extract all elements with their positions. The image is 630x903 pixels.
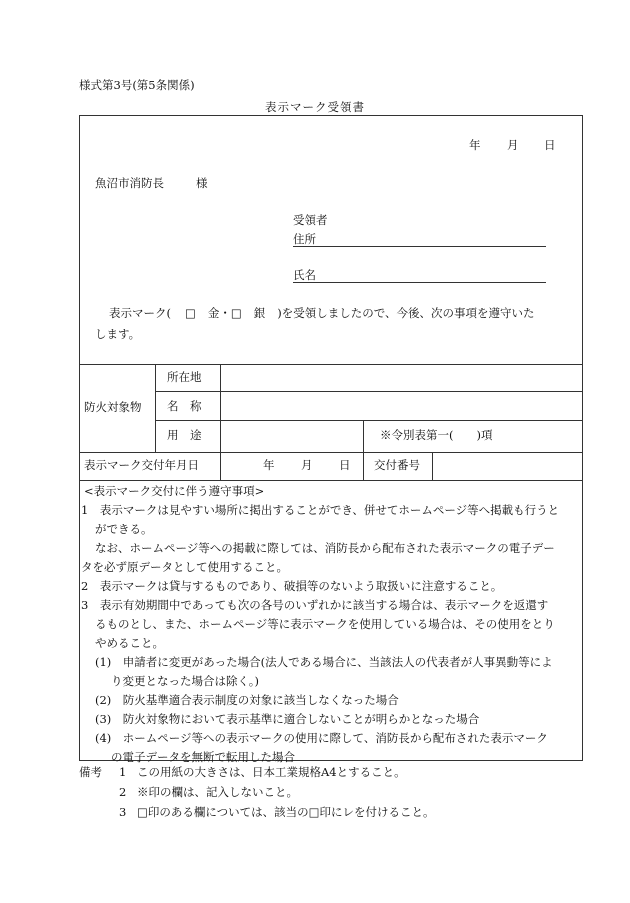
note-item <box>119 806 435 820</box>
compliance-line: (2) 防火基準適合表示制度の対象に該当しなくなった場合 <box>95 693 399 707</box>
compliance-line: 2 表示マークは貸与するものであり、破損等のないよう取扱いに注意すること。 <box>81 579 503 593</box>
compliance-line: の電子データを無断で転用した場合 <box>111 750 295 764</box>
honorific: 様 <box>196 176 208 190</box>
recipient-heading: 受領者 <box>293 213 328 227</box>
compliance-line: タを必ず原データとして使用すること。 <box>81 560 288 574</box>
option-silver: 銀 <box>253 306 266 320</box>
use-label: 用 途 <box>167 428 202 442</box>
issue-number-field[interactable] <box>433 453 582 480</box>
note-text: □印のある欄については、該当の□印にレを付けること。 <box>137 805 435 819</box>
note-item <box>119 766 406 780</box>
compliance-line: るものとし、また、ホームページ等に表示マークを使用している場合は、その使用をとり <box>95 617 555 631</box>
form-title: 表示マーク受領書 <box>265 100 365 114</box>
ordinance-note: ※令別表第一( )項 <box>380 428 493 442</box>
note-text: ※印の欄は、記入しないこと。 <box>137 785 298 799</box>
note-text: この用紙の大きさは、日本工業規格A4とすること。 <box>137 765 406 779</box>
compliance-line: (1) 申請者に変更があった場合(法人である場合に、当該法人の代表者が人事異動等によ <box>95 655 553 669</box>
receipt-statement <box>109 307 535 321</box>
statement-before: 表示マーク( <box>109 306 171 320</box>
option-separator: ・ <box>219 306 231 320</box>
compliance-line: (4) ホームページ等への表示マークの使用に際して、消防長から配布された表示マーク <box>95 731 548 745</box>
note-item <box>119 786 298 800</box>
note-number: 1 <box>119 765 127 779</box>
date-year-label: 年 <box>469 138 481 152</box>
compliance-line: り変更となった場合は除く。) <box>111 674 260 688</box>
issue-day-label: 日 <box>339 458 351 472</box>
name-label: 氏名 <box>293 268 316 282</box>
compliance-line: (3) 防火対象物において表示基準に適合しないことが明らかとなった場合 <box>95 712 480 726</box>
note-number: 3 <box>119 805 127 819</box>
compliance-line: 1 表示マークは見やすい場所に掲出することができ、併せてホームページ等へ掲載も行うと <box>81 503 560 517</box>
object-section-label: 防火対象物 <box>84 400 142 414</box>
receipt-statement-line2: します。 <box>95 327 141 341</box>
compliance-line: やめること。 <box>95 636 164 650</box>
date-day-label: 日 <box>544 138 556 152</box>
issue-year-label: 年 <box>263 458 275 472</box>
option-gold: 金 <box>207 306 220 320</box>
note-number: 2 <box>119 785 127 799</box>
issue-number-label: 交付番号 <box>374 458 420 472</box>
notes-label: 備考 <box>79 765 102 779</box>
object-name-field[interactable] <box>221 392 582 420</box>
form-number: 様式第3号(第5条関係) <box>79 78 195 92</box>
compliance-line: 3 表示有効期間中であっても次の各号のいずれかに該当する場合は、表示マークを返還す <box>81 598 549 612</box>
form-frame <box>79 115 583 764</box>
use-field[interactable] <box>221 421 363 452</box>
issue-month-label: 月 <box>301 458 313 472</box>
name-row-label: 名 称 <box>167 399 202 413</box>
issue-date-label: 表示マーク交付年月日 <box>84 458 199 472</box>
addressee: 魚沼市消防長 <box>95 176 164 190</box>
compliance-heading: <表示マーク交付に伴う遵守事項> <box>84 484 265 498</box>
compliance-line: なお、ホームページ等への掲載に際しては、消防長から配布された表示マークの電子デー <box>95 541 555 555</box>
name-line[interactable] <box>293 282 546 283</box>
address-label: 住所 <box>293 232 316 246</box>
silver-checkbox[interactable]: □ <box>230 306 242 320</box>
location-field[interactable] <box>221 365 582 391</box>
address-line[interactable] <box>293 246 546 247</box>
compliance-line: ができる。 <box>95 522 153 536</box>
date-month-label: 月 <box>507 138 519 152</box>
gold-checkbox[interactable]: □ <box>185 306 196 320</box>
statement-after: )を受領しましたので、今後、次の事項を遵守いた <box>277 306 535 320</box>
location-label: 所在地 <box>167 370 202 384</box>
